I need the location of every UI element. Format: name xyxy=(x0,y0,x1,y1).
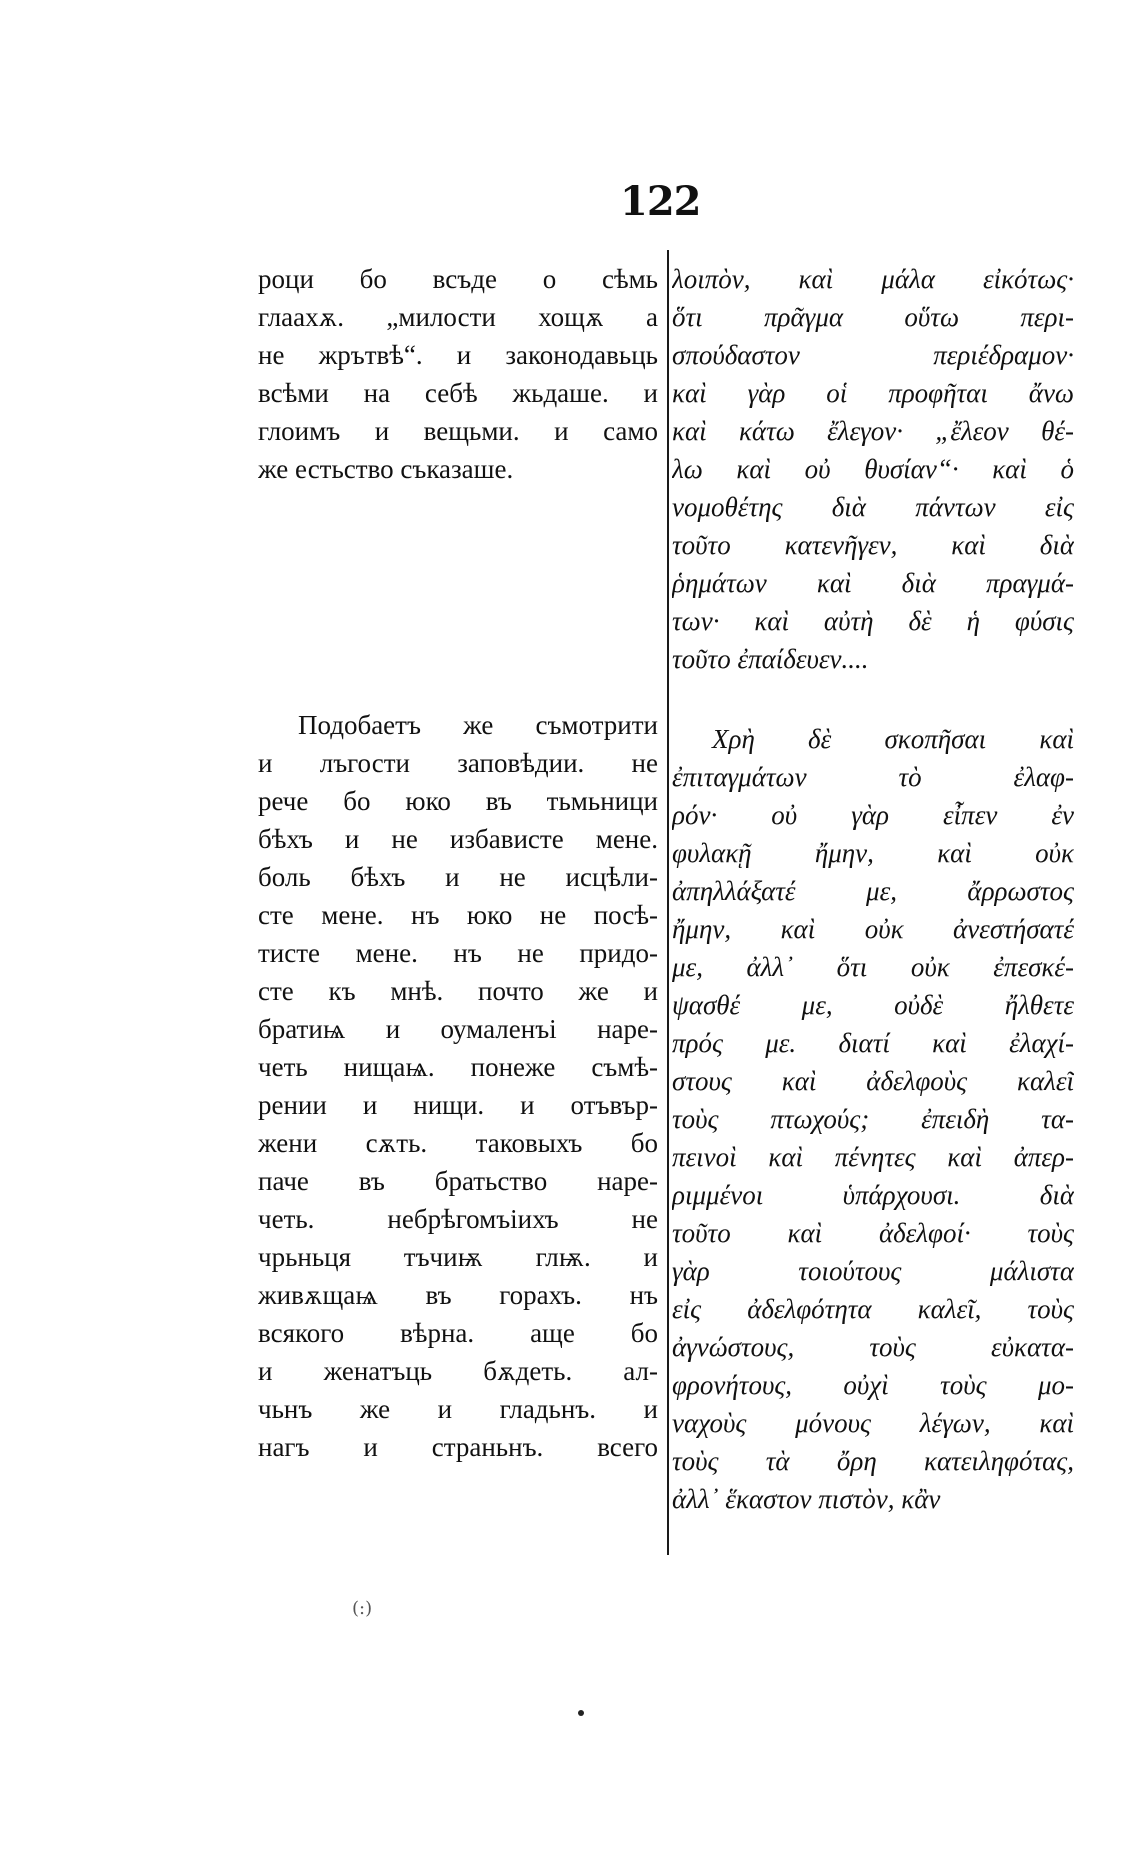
right-line: ῥημάτων καὶ διὰ πραγμά- xyxy=(672,568,1074,598)
right-line: νομοθέτης διὰ πάντων εἰς xyxy=(672,492,1074,522)
signature-mark: (:) xyxy=(352,1598,373,1619)
left-line: всякого вѣрна. аще бо xyxy=(258,1318,658,1348)
right-line: τοῦτο κατενῆγεν, καὶ διὰ xyxy=(672,530,1074,560)
ink-dot xyxy=(578,1710,584,1716)
right-line: τοὺς τὰ ὄρη κατειληφότας, xyxy=(672,1446,1074,1476)
left-line: же естьство съказаше. xyxy=(258,454,514,484)
right-line: σπούδαστον περιέδραμον· xyxy=(672,340,1074,370)
right-line: πεινοὶ καὶ πένητες καὶ ἀπερ- xyxy=(672,1142,1074,1172)
right-line: λω καὶ οὐ θυσίαν“· καὶ ὁ xyxy=(672,454,1074,484)
right-line: εἰς ἀδελφότητα καλεῖ, τοὺς xyxy=(672,1294,1074,1324)
left-line: братиѩ и оумаленъі наре- xyxy=(258,1014,658,1044)
left-line: Подобаетъ же съмотрити xyxy=(298,710,658,740)
left-line: жени сѫть. таковыхъ бо xyxy=(258,1128,658,1158)
left-line: боль бѣхъ и не исцѣли- xyxy=(258,862,658,892)
left-line: роци бо всъде о сѣмь xyxy=(258,264,658,294)
right-line: ριμμένοι ὑπάρχουσι. διὰ xyxy=(672,1180,1074,1210)
left-line: всѣми на себѣ жьдаше. и xyxy=(258,378,658,408)
right-line: ναχοὺς μόνους λέγων, καὶ xyxy=(672,1408,1074,1438)
left-line: и лъгости заповѣдии. не xyxy=(258,748,658,778)
right-line: ὅτι πρᾶγμα οὕτω περι- xyxy=(672,302,1074,332)
right-line: λοιπὸν, καὶ μάλα εἰκότως· xyxy=(672,264,1074,294)
right-line: στους καὶ ἀδελφοὺς καλεῖ xyxy=(672,1066,1074,1096)
left-line: чьнъ же и гладьнъ. и xyxy=(258,1394,658,1424)
left-line: сте мене. нъ юко не посѣ- xyxy=(258,900,658,930)
left-line: паче въ братьство наре- xyxy=(258,1166,658,1196)
right-line: καὶ γὰρ οἱ προφῆται ἄνω xyxy=(672,378,1074,408)
right-line: γὰρ τοιούτους μάλιστα xyxy=(672,1256,1074,1286)
right-line: τοῦτο καὶ ἀδελφοί· τοὺς xyxy=(672,1218,1074,1248)
left-line: рече бо юко въ тьмьници xyxy=(258,786,658,816)
left-line: четь нищаѩ. понеже съмѣ- xyxy=(258,1052,658,1082)
right-line: ρόν· οὐ γὰρ εἶπεν ἐν xyxy=(672,800,1074,830)
right-line: Χρὴ δὲ σκοπῆσαι καὶ xyxy=(712,724,1074,754)
right-line: ψασθέ με, οὐδὲ ἤλθετε xyxy=(672,990,1074,1020)
left-line: бѣхъ и не избависте мене. xyxy=(258,824,658,854)
right-line: ἀπηλλάξατέ με, ἄρρωστος xyxy=(672,876,1074,906)
left-line: глоимъ и вещьми. и само xyxy=(258,416,658,446)
paragraph-gap xyxy=(258,488,658,706)
right-line: ἀλλ᾽ ἕκαστον πιστὸν, κἂν xyxy=(672,1484,941,1514)
left-line: рении и нищи. и отъвър- xyxy=(258,1090,658,1120)
left-line: нагъ и страньнъ. всего xyxy=(258,1432,658,1462)
right-line: ἀγνώστους, τοὺς εὐκατα- xyxy=(672,1332,1074,1362)
page-number: 122 xyxy=(620,178,701,225)
left-line: глаахѫ. „милости хощѫ а xyxy=(258,302,658,332)
column-divider xyxy=(667,250,669,1555)
right-line: τοῦτο ἐπαίδευεν.... xyxy=(672,644,869,674)
left-line: и женатъць бѫдеть. ал- xyxy=(258,1356,658,1386)
right-line: φυλακῇ ἤμην, καὶ οὐκ xyxy=(672,838,1074,868)
right-line: πρός με. διατί καὶ ἐλαχί- xyxy=(672,1028,1074,1058)
left-line: тисте мене. нъ не придо- xyxy=(258,938,658,968)
right-line: ἤμην, καὶ οὐκ ἀνεστήσατέ xyxy=(672,914,1074,944)
right-line: των· καὶ αὐτὴ δὲ ἡ φύσις xyxy=(672,606,1074,636)
left-line: четь. небрѣгомъіихъ не xyxy=(258,1204,658,1234)
left-line: живѫщаѩ въ горахъ. нъ xyxy=(258,1280,658,1310)
right-column xyxy=(672,260,1074,1518)
right-line: τοὺς πτωχούς; ἐπειδὴ τα- xyxy=(672,1104,1074,1134)
left-column xyxy=(258,260,658,1466)
left-line: чрьньця тъчиѭ глѭ. и xyxy=(258,1242,658,1272)
paragraph-gap xyxy=(672,678,1074,720)
right-line: ἐπιταγμάτων τὸ ἐλαφ- xyxy=(672,762,1074,792)
right-line: με, ἀλλ᾽ ὅτι οὐκ ἐπεσκέ- xyxy=(672,952,1074,982)
left-line: не жрътвѣ“. и законодавьць xyxy=(258,340,658,370)
right-line: καὶ κάτω ἔλεγον· „ἔλεον θέ- xyxy=(672,416,1074,446)
right-line: φρονήτους, οὐχὶ τοὺς μο- xyxy=(672,1370,1074,1400)
left-line: сте къ мнѣ. почто же и xyxy=(258,976,658,1006)
